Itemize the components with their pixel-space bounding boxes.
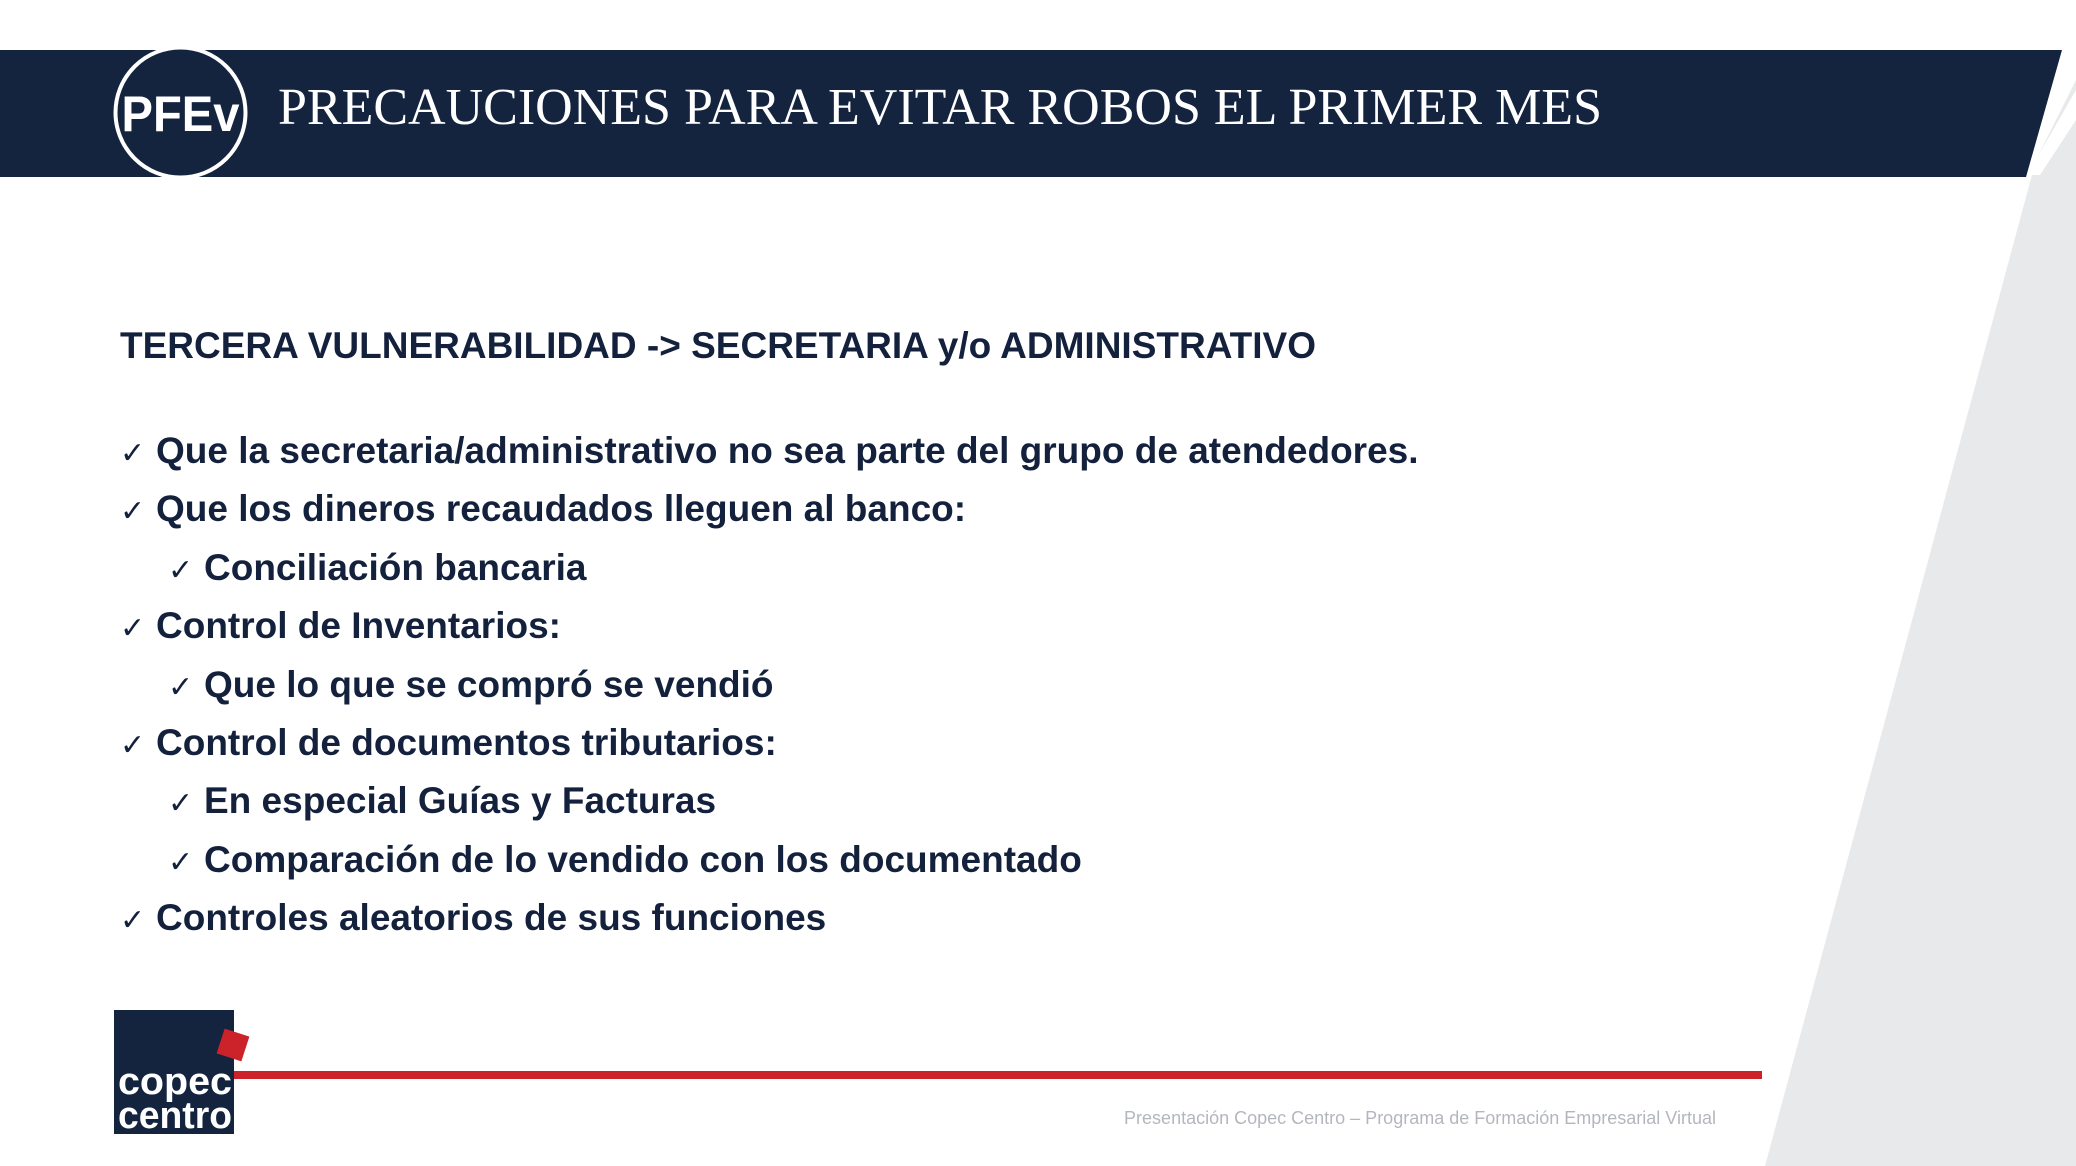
list-item-text: Que los dineros recaudados lleguen al banco: (156, 488, 967, 530)
pfev-logo (112, 44, 249, 181)
check-icon: ✓ (120, 727, 146, 763)
list-item-text: Control de Inventarios: (156, 605, 561, 647)
check-icon: ✓ (120, 903, 146, 939)
check-icon: ✓ (168, 669, 194, 705)
list-item-text: Conciliación bancaria (204, 546, 587, 588)
check-icon: ✓ (168, 844, 194, 880)
list-item (120, 897, 1680, 955)
list-item-text: En especial Guías y Facturas (204, 780, 717, 822)
check-icon: ✓ (120, 611, 146, 647)
copec-centro-logo (112, 1008, 254, 1136)
section-subtitle: TERCERA VULNERABILIDAD -> SECRETARIA y/o ADMINISTRATIVO (120, 325, 1317, 366)
list-item (120, 430, 1680, 488)
list-item-text: Que lo que se compró se vendió (204, 663, 774, 705)
list-item-text: Control de documentos tributarios: (156, 721, 777, 763)
list-item (120, 839, 1680, 897)
list-item (120, 488, 1680, 546)
check-icon: ✓ (120, 436, 146, 471)
slide-title: PRECAUCIONES PARA EVITAR ROBOS EL PRIMER MES (278, 79, 1602, 136)
footer-caption: Presentación Copec Centro – Programa de Formación Empresarial Virtual (1124, 1108, 1716, 1128)
checklist (120, 430, 1680, 956)
list-item (120, 664, 1680, 722)
brand-line-2: centro (118, 1095, 232, 1136)
slide-content (120, 316, 1680, 956)
list-item-text: Comparación de lo vendido con los documentado (204, 838, 1082, 880)
footer-divider (234, 1071, 1762, 1079)
list-item-text: Controles aleatorios de sus funciones (156, 897, 827, 939)
list-item (120, 605, 1680, 663)
check-icon: ✓ (120, 494, 146, 530)
check-icon: ✓ (168, 552, 194, 588)
list-item (120, 780, 1680, 838)
gray-diagonal-band (1765, 80, 2076, 1166)
list-item (120, 722, 1680, 780)
list-item (120, 547, 1680, 605)
list-item-text: Que la secretaria/administrativo no sea parte del grupo de atendedores. (156, 430, 1419, 471)
brand-line-1: copec (118, 1061, 232, 1103)
check-icon: ✓ (168, 786, 194, 822)
pfev-logo-text: PFEv (121, 86, 240, 142)
